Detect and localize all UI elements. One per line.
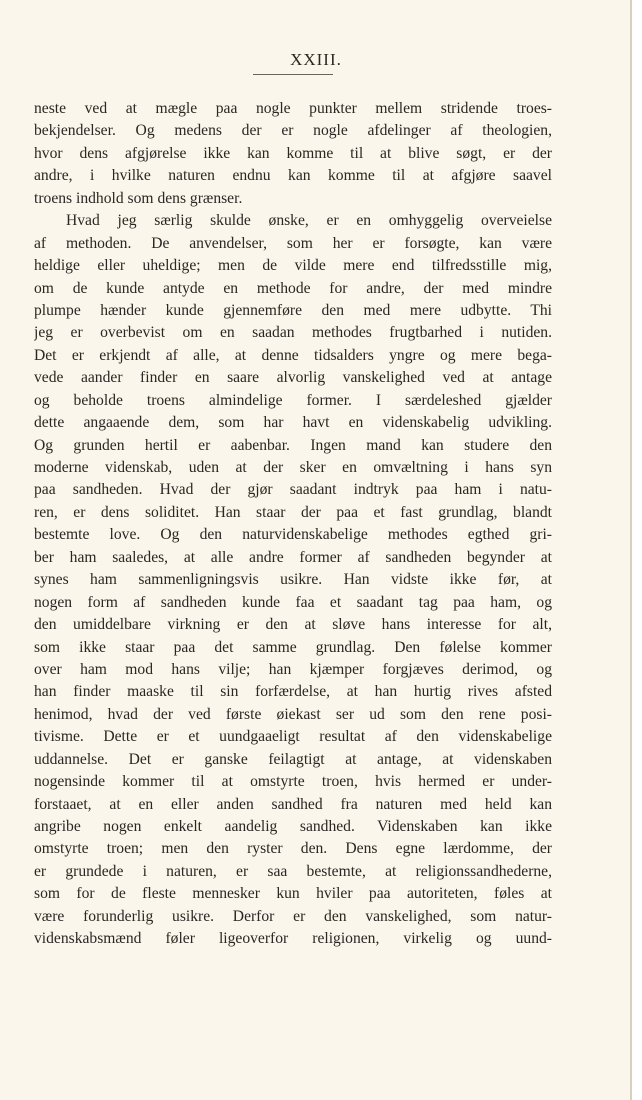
text-line: moderne videnskab, uden at der sker en omvæltning i hans syn <box>34 459 552 476</box>
page-number: XXIII. <box>290 50 342 69</box>
text-line: jeg er overbevist om en saadan methodes frugtbarhed i nutiden. <box>34 324 552 342</box>
text-line: Hvad jeg særlig skulde ønske, er en omhyggelig overveielse <box>66 212 552 230</box>
text-line: af methoden. De anvendelser, som her er forsøgte, kan være <box>34 234 552 252</box>
text-line: bekjendelser. Og medens der er nogle afdelinger af theologien, <box>34 122 552 140</box>
text-line: som ikke staar paa det samme grundlag. Den følelse kommer <box>34 638 552 656</box>
text-line: han finder maaske til sin forfærdelse, at han hurtig rives afsted <box>34 683 552 701</box>
text-line: nogensinde kommer til at omstyrte troen, hvis hermed er under- <box>34 773 552 791</box>
text-line: tivisme. Dette er et uundgaaeligt resultat af den videnskabelige <box>34 728 552 746</box>
text-line: synes ham sammenligningsvis usikre. Han vidste ikke før, at <box>34 571 552 589</box>
text-line: være forunderlig usikre. Derfor er den vanskelighed, som natur- <box>34 907 552 925</box>
text-line: om de kunde antyde en methode for andre, der med mindre <box>34 279 552 297</box>
text-line: bestemte love. Og den naturvidenskabelige methodes egthed gri- <box>34 526 552 544</box>
body-text <box>34 98 552 951</box>
text-line: angribe nogen enkelt aandelig sandhed. Videnskaben kan ikke <box>34 818 552 835</box>
text-line: uddannelse. Det er ganske feilagtigt at antage, at videnskaben <box>34 750 552 768</box>
text-line: som for de fleste mennesker kun hviler paa autoriteten, føles at <box>34 885 552 903</box>
text-line: omstyrte troen; men den ryster den. Dens egne lærdomme, der <box>34 840 552 858</box>
text-line: paa sandheden. Hvad der gjør saadant indtryk paa ham i natu- <box>34 481 552 499</box>
paragraph-2 <box>34 210 552 950</box>
paragraph-1 <box>34 98 552 210</box>
text-line: troens indhold som dens grænser. <box>34 189 243 207</box>
text-line: ber ham saaledes, at alle andre former af sandheden begynder at <box>34 548 552 566</box>
text-line: dette angaaende dem, som har havt en videnskabelig udvikling. <box>34 414 552 432</box>
text-line: neste ved at mægle paa nogle punkter mellem stridende troes- <box>34 100 552 117</box>
text-line: over ham mod hans vilje; han kjæmper forgjæves derimod, og <box>34 660 552 678</box>
page-number-rule <box>253 74 333 75</box>
text-line: plumpe hænder kunde gjennemføre den med mere udbytte. Thi <box>34 301 552 319</box>
text-line: videnskabsmænd føler ligeoverfor religionen, virkelig og uund- <box>34 930 552 948</box>
text-line: er grundede i naturen, er saa bestemte, at religionssandhederne, <box>34 862 552 880</box>
text-line: nogen form af sandheden kunde faa et saadant tag paa ham, og <box>34 593 552 611</box>
text-line: forstaaet, at en eller anden sandhed fra naturen med held kan <box>34 795 552 813</box>
text-line: den umiddelbare virkning er den at sløve hans interesse for alt, <box>34 616 552 634</box>
text-line: Og grunden hertil er aabenbar. Ingen mand kan studere den <box>34 436 552 454</box>
text-line: andre, i hvilke naturen endnu kan komme til at afgjøre saavel <box>34 167 552 185</box>
text-line: hvor dens afgjørelse ikke kan komme til at blive søgt, er der <box>34 144 552 162</box>
text-line: henimod, hvad der ved første øiekast ser ud som den rene posi- <box>34 705 552 723</box>
text-line: og beholde troens almindelige former. I særdeleshed gjælder <box>34 391 552 409</box>
text-line: vede aander finder en saare alvorlig vanskelighed ved at antage <box>34 369 552 387</box>
text-line: Det er erkjendt af alle, at denne tidsalders yngre og mere bega- <box>34 346 552 364</box>
text-line: heldige eller uheldige; men de vilde mere end tilfredsstille mig, <box>34 257 552 275</box>
text-line: ren, er dens soliditet. Han staar der paa et fast grundlag, blandt <box>34 503 552 521</box>
